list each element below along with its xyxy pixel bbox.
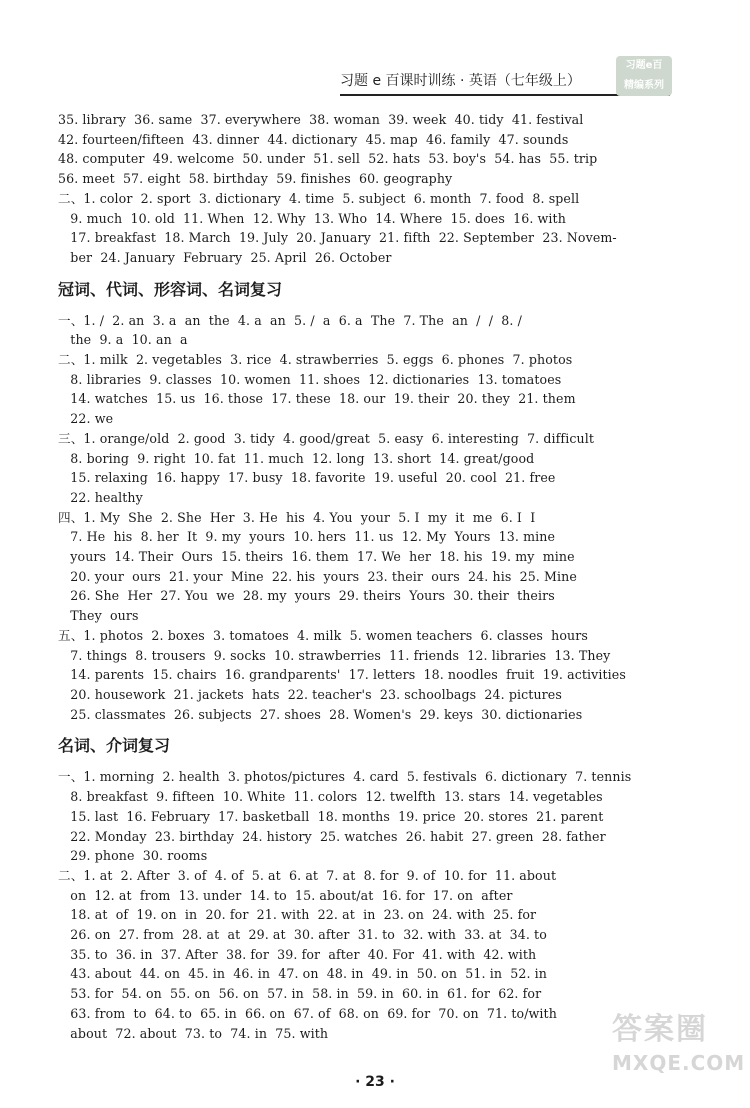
answer-line: 二、1. color 2. sport 3. dictionary 4. time 5. subject 6. month 7. food 8. spell — [58, 190, 580, 206]
answer-line: They ours — [58, 608, 139, 624]
answer-content — [58, 110, 672, 1043]
answer-line: 26. She Her 27. You we 28. my yours 29. theirs Yours 30. their theirs — [58, 588, 555, 604]
answer-line: 四、1. My She 2. She Her 3. He his 4. You your 5. I my it me 6. I I — [58, 509, 536, 525]
answer-line: 20. your ours 21. your Mine 22. his yours 23. their ours 24. his 25. Mine — [58, 568, 577, 584]
answer-line: 8. boring 9. right 10. fat 11. much 12. long 13. short 14. great/good — [58, 450, 535, 466]
page-number: · 23 · — [355, 1074, 395, 1090]
answer-line: 56. meet 57. eight 58. birthday 59. finishes 60. geography — [58, 171, 453, 187]
answer-line: 43. about 44. on 45. in 46. in 47. on 48. in 49. in 50. on 51. in 52. in — [58, 966, 548, 982]
answer-line: 7. things 8. trousers 9. socks 10. strawberries 11. friends 12. libraries 13. They — [58, 647, 611, 663]
answer-line: 7. He his 8. her It 9. my yours 10. hers 11. us 12. My Yours 13. mine — [58, 529, 556, 545]
section-1-answers — [58, 110, 672, 268]
answer-line: 26. on 27. from 28. at at 29. at 30. after 31. to 32. with 33. at 34. to — [58, 927, 547, 943]
answer-line: 二、1. at 2. After 3. of 4. of 5. at 6. at 7. at 8. for 9. of 10. for 11. about — [58, 867, 557, 883]
answer-line: 35. to 36. in 37. After 38. for 39. for after 40. For 41. with 42. with — [58, 946, 537, 962]
answer-line: 14. parents 15. chairs 16. grandparents' 17. letters 18. noodles fruit 19. activities — [58, 667, 626, 683]
answer-line: 48. computer 49. welcome 50. under 51. sell 52. hats 53. boy's 54. has 55. trip — [58, 151, 598, 167]
book-title: 习题 e 百课时训练 · 英语（七年级上） — [340, 73, 581, 89]
answer-line: 一、1. morning 2. health 3. photos/pictures 4. card 5. festivals 6. dictionary 7. tennis — [58, 769, 632, 785]
answer-line: 14. watches 15. us 16. those 17. these 18. our 19. their 20. they 21. them — [58, 391, 576, 407]
answer-line: 8. breakfast 9. fifteen 10. White 11. colors 12. twelfth 13. stars 14. vegetables — [58, 789, 603, 805]
answer-line: 35. library 36. same 37. everywhere 38. woman 39. week 40. tidy 41. festival — [58, 112, 584, 127]
answer-line: 三、1. orange/old 2. good 3. tidy 4. good/great 5. easy 6. interesting 7. difficult — [58, 430, 594, 446]
answer-line: 25. classmates 26. subjects 27. shoes 28. Women's 29. keys 30. dictionaries — [58, 706, 583, 722]
answer-line: yours 14. Their Ours 15. theirs 16. them 17. We her 18. his 19. my mine — [58, 549, 575, 565]
answer-line: 22. Monday 23. birthday 24. history 25. watches 26. habit 27. green 28. father — [58, 828, 606, 844]
series-logo — [616, 56, 672, 96]
answer-line: about 72. about 73. to 74. in 75. with — [58, 1025, 329, 1041]
answer-line: 20. housework 21. jackets hats 22. teacher's 23. schoolbags 24. pictures — [58, 686, 562, 702]
answer-line: ber 24. January February 25. April 26. October — [58, 249, 392, 265]
answer-line: on 12. at from 13. under 14. to 15. about/at 16. for 17. on after — [58, 887, 513, 903]
answer-line: 15. last 16. February 17. basketball 18. months 19. price 20. stores 21. parent — [58, 808, 604, 824]
answer-line: 29. phone 30. rooms — [58, 848, 208, 864]
answer-line: 63. from to 64. to 65. in 66. on 67. of 68. on 69. for 70. on 71. to/with — [58, 1005, 557, 1021]
logo-line-1: 习题e百 — [625, 60, 663, 71]
answer-line: 18. at of 19. on in 20. for 21. with 22. at in 23. on 24. with 25. for — [58, 907, 537, 923]
section-2-answers — [58, 311, 672, 725]
watermark-line-1: 答案圈 — [612, 1012, 708, 1047]
answer-line: 42. fourteen/fifteen 43. dinner 44. dictionary 45. map 46. family 47. sounds — [58, 131, 569, 147]
logo-line-2: 精编系列 — [624, 80, 664, 91]
answer-line: 22. healthy — [58, 489, 143, 505]
section-3-answers — [58, 767, 672, 1043]
answer-line: 五、1. photos 2. boxes 3. tomatoes 4. milk 5. women teachers 6. classes hours — [58, 627, 588, 643]
answer-line: 二、1. milk 2. vegetables 3. rice 4. strawberries 5. eggs 6. phones 7. photos — [58, 352, 573, 368]
answer-line: 53. for 54. on 55. on 56. on 57. in 58. in 59. in 60. in 61. for 62. for — [58, 986, 542, 1002]
answer-line: 一、1. / 2. an 3. a an the 4. a an 5. / a 6. a The 7. The an / / 8. / — [58, 312, 522, 328]
section-heading-nouns-prepositions: 名词、介词复习 — [58, 736, 171, 756]
answer-line: the 9. a 10. an a — [58, 332, 188, 348]
answer-line: 9. much 10. old 11. When 12. Why 13. Who 14. Where 15. does 16. with — [58, 210, 566, 226]
answer-line: 22. we — [58, 411, 114, 427]
section-heading-articles-pronouns: 冠词、代词、形容词、名词复习 — [58, 279, 283, 299]
answer-line: 15. relaxing 16. happy 17. busy 18. favorite 19. useful 20. cool 21. free — [58, 470, 556, 486]
watermark — [612, 1010, 748, 1088]
watermark-line-2: MXQE.COM — [612, 1051, 746, 1075]
answer-line: 17. breakfast 18. March 19. July 20. January 21. fifth 22. September 23. Novem- — [58, 230, 617, 246]
answer-line: 8. libraries 9. classes 10. women 11. shoes 12. dictionaries 13. tomatoes — [58, 371, 562, 387]
